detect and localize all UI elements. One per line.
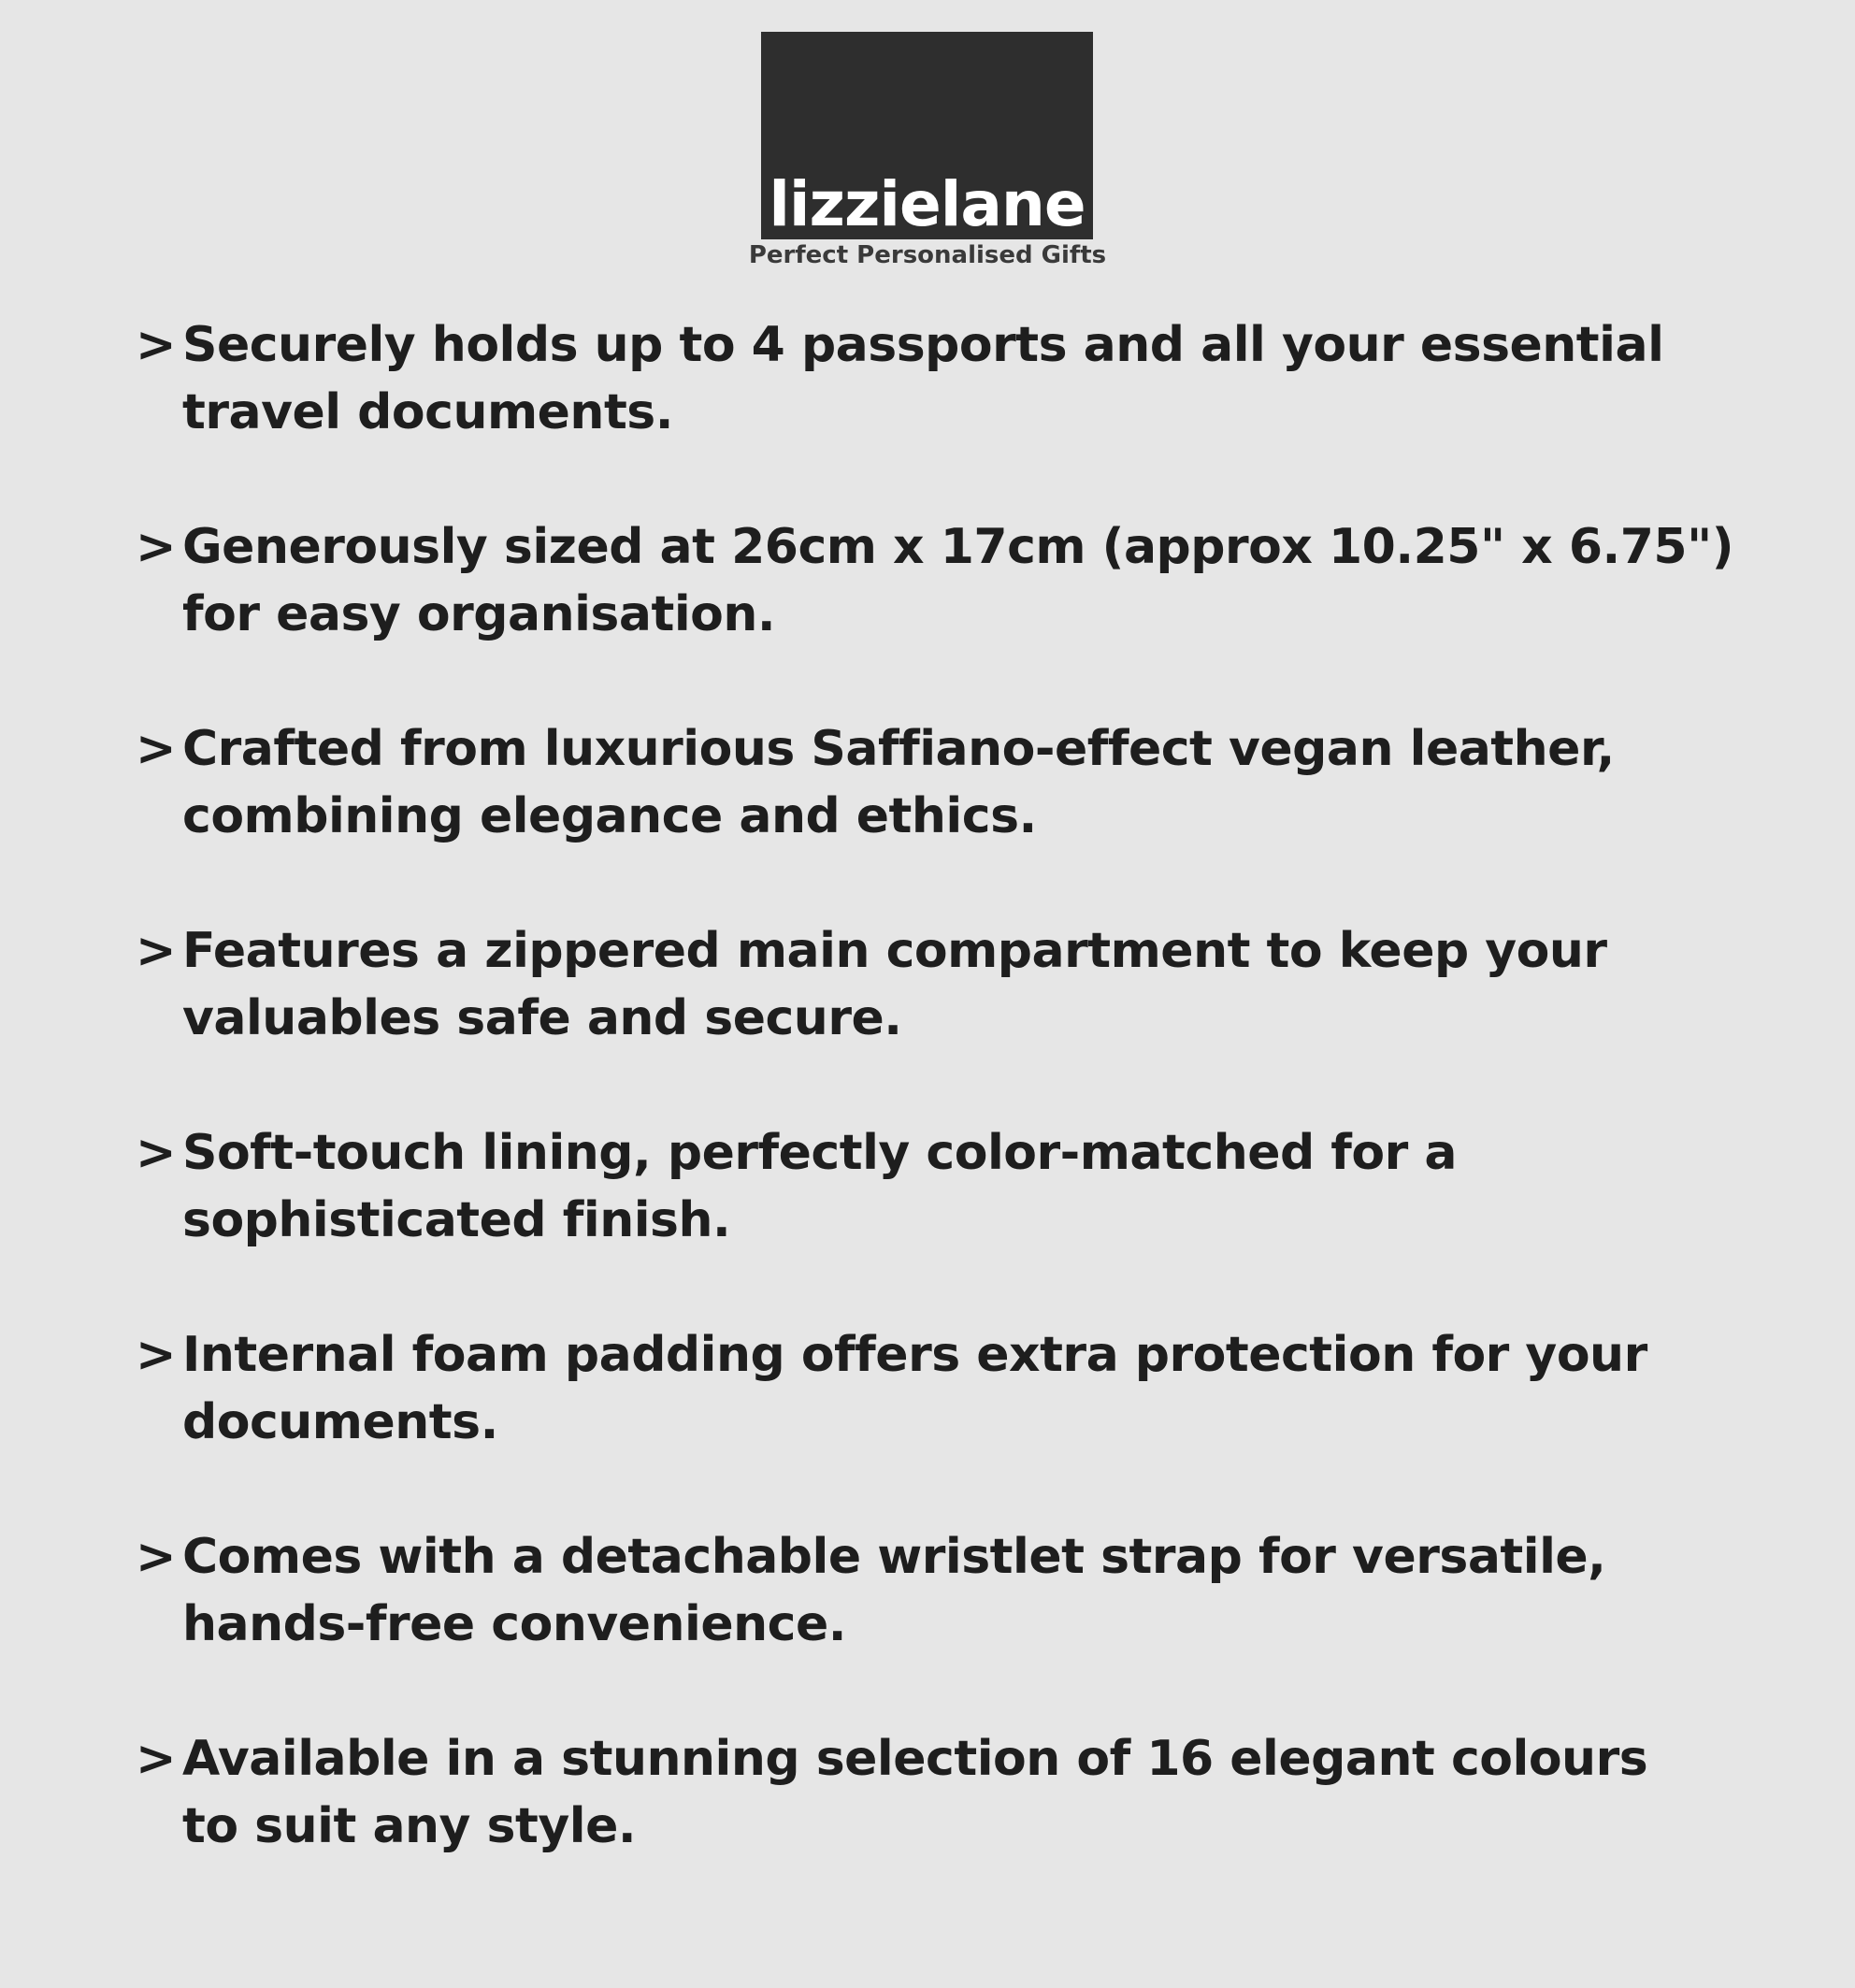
- feature-line: Features a zippered main compartment to keep your: [182, 923, 1607, 979]
- feature-text: [182, 1523, 1809, 1658]
- bullet-marker: >: [136, 923, 177, 979]
- feature-item: [136, 513, 1819, 648]
- feature-line: Securely holds up to 4 passports and all your essential: [182, 317, 1664, 373]
- feature-line: for easy organisation.: [182, 586, 776, 642]
- bullet-marker: >: [136, 1731, 177, 1787]
- feature-list: [136, 311, 1819, 1927]
- bullet-marker: >: [136, 317, 177, 373]
- feature-line: valuables safe and secure.: [182, 990, 902, 1046]
- feature-line: combining elegance and ethics.: [182, 788, 1037, 844]
- feature-text: [182, 1725, 1809, 1860]
- bullet-marker: >: [136, 1327, 177, 1383]
- logo-tagline: Perfect Personalised Gifts: [748, 241, 1107, 269]
- feature-line: Generously sized at 26cm x 17cm (approx 10.25" x 6.75"): [182, 519, 1733, 575]
- feature-item: [136, 715, 1819, 850]
- feature-text: [182, 1119, 1809, 1254]
- feature-line: hands-free convenience.: [182, 1596, 846, 1652]
- feature-item: [136, 1725, 1819, 1860]
- feature-item: [136, 1523, 1819, 1658]
- logo-box: [761, 32, 1093, 239]
- feature-line: Comes with a detachable wristlet strap for versatile,: [182, 1529, 1606, 1585]
- feature-item: [136, 311, 1819, 446]
- feature-item: [136, 1321, 1819, 1456]
- feature-text: [182, 513, 1809, 648]
- logo-wordmark: lizzielane: [769, 168, 1086, 240]
- feature-item: [136, 917, 1819, 1052]
- bullet-marker: >: [136, 721, 177, 777]
- feature-text: [182, 311, 1809, 446]
- feature-item: [136, 1119, 1819, 1254]
- feature-line: sophisticated finish.: [182, 1192, 731, 1248]
- bullet-marker: >: [136, 1529, 177, 1585]
- feature-text: [182, 715, 1809, 850]
- feature-line: Crafted from luxurious Saffiano-effect vegan leather,: [182, 721, 1615, 777]
- feature-text: [182, 917, 1809, 1052]
- feature-line: Internal foam padding offers extra protection for your: [182, 1327, 1647, 1383]
- feature-line: Soft-touch lining, perfectly color-matched for a: [182, 1125, 1457, 1181]
- bullet-marker: >: [136, 1125, 177, 1181]
- bullet-marker: >: [136, 519, 177, 575]
- feature-line: documents.: [182, 1394, 498, 1450]
- feature-line: travel documents.: [182, 384, 674, 440]
- feature-line: to suit any style.: [182, 1798, 637, 1854]
- feature-text: [182, 1321, 1809, 1456]
- feature-line: Available in a stunning selection of 16 elegant colours: [182, 1731, 1648, 1787]
